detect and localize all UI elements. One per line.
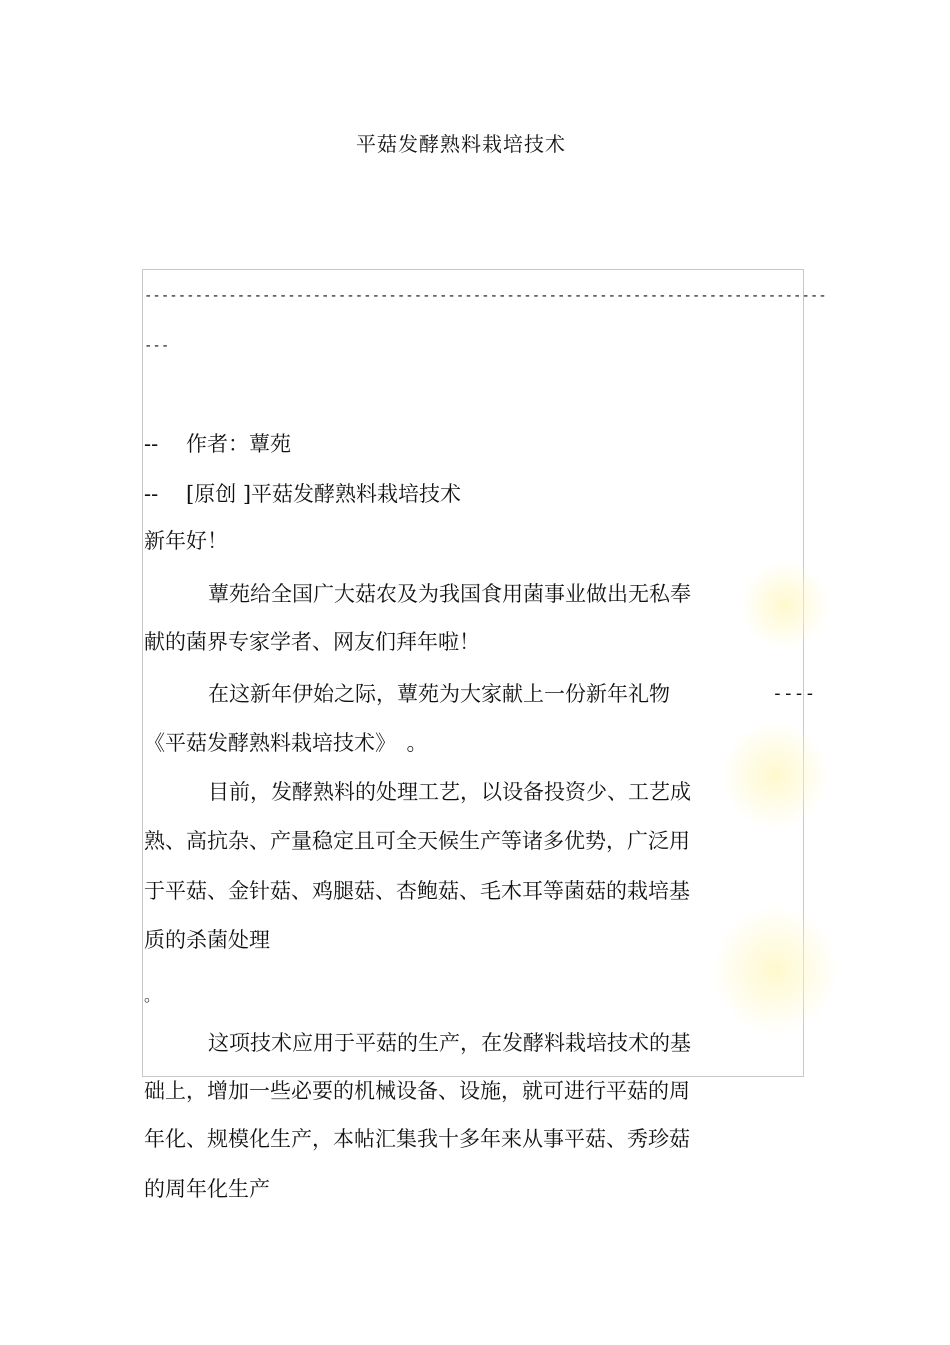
background-glow	[720, 720, 830, 830]
paragraph-2-line: 《平菇发酵熟料栽培技术》 。	[144, 731, 428, 755]
paragraph-3-line: 。	[144, 986, 161, 1005]
document-title: 平菇发酵熟料栽培技术	[356, 132, 566, 156]
separator-line-tail: ---	[144, 338, 170, 354]
paragraph-1-line: 蕈苑给全国广大菇农及为我国食用菌事业做出无私奉	[208, 582, 691, 606]
paragraph-3-line: 目前，发酵熟料的处理工艺，以设备投资少、工艺成	[208, 780, 691, 804]
original-line	[144, 480, 461, 508]
paragraph-1-line: 献的菌界专家学者、网友们拜年啦！	[144, 630, 480, 654]
paragraph-3-line: 于平菇、金针菇、鸡腿菇、杏鲍菇、毛木耳等菌菇的栽培基	[144, 879, 690, 903]
author-text: 作者：蕈苑	[186, 432, 291, 456]
line-prefix: --	[144, 432, 159, 456]
paragraph-2-dash: ----	[772, 683, 816, 704]
author-line	[144, 430, 291, 458]
paragraph-4-line: 年化、规模化生产，本帖汇集我十多年来从事平菇、秀珍菇	[144, 1127, 690, 1151]
background-glow	[715, 900, 835, 1040]
paragraph-4-line: 这项技术应用于平菇的生产，在发酵料栽培技术的基	[208, 1031, 691, 1055]
content-frame	[142, 269, 804, 1077]
paragraph-4-line: 的周年化生产	[144, 1177, 270, 1201]
line-prefix: --	[144, 482, 159, 506]
separator-line: ---------------------------------------------------------------------------------	[144, 288, 827, 304]
background-glow	[740, 560, 830, 650]
paragraph-4-line: 础上，增加一些必要的机械设备、设施，就可进行平菇的周	[144, 1079, 690, 1103]
paragraph-2-line: 在这新年伊始之际，蕈苑为大家献上一份新年礼物	[208, 682, 670, 706]
original-text: [原创 ]平菇发酵熟料栽培技术	[186, 482, 462, 506]
paragraph-3-line: 质的杀菌处理	[144, 928, 270, 952]
greeting: 新年好！	[144, 529, 228, 553]
paragraph-3-line: 熟、高抗杂、产量稳定且可全天候生产等诸多优势，广泛用	[144, 829, 690, 853]
